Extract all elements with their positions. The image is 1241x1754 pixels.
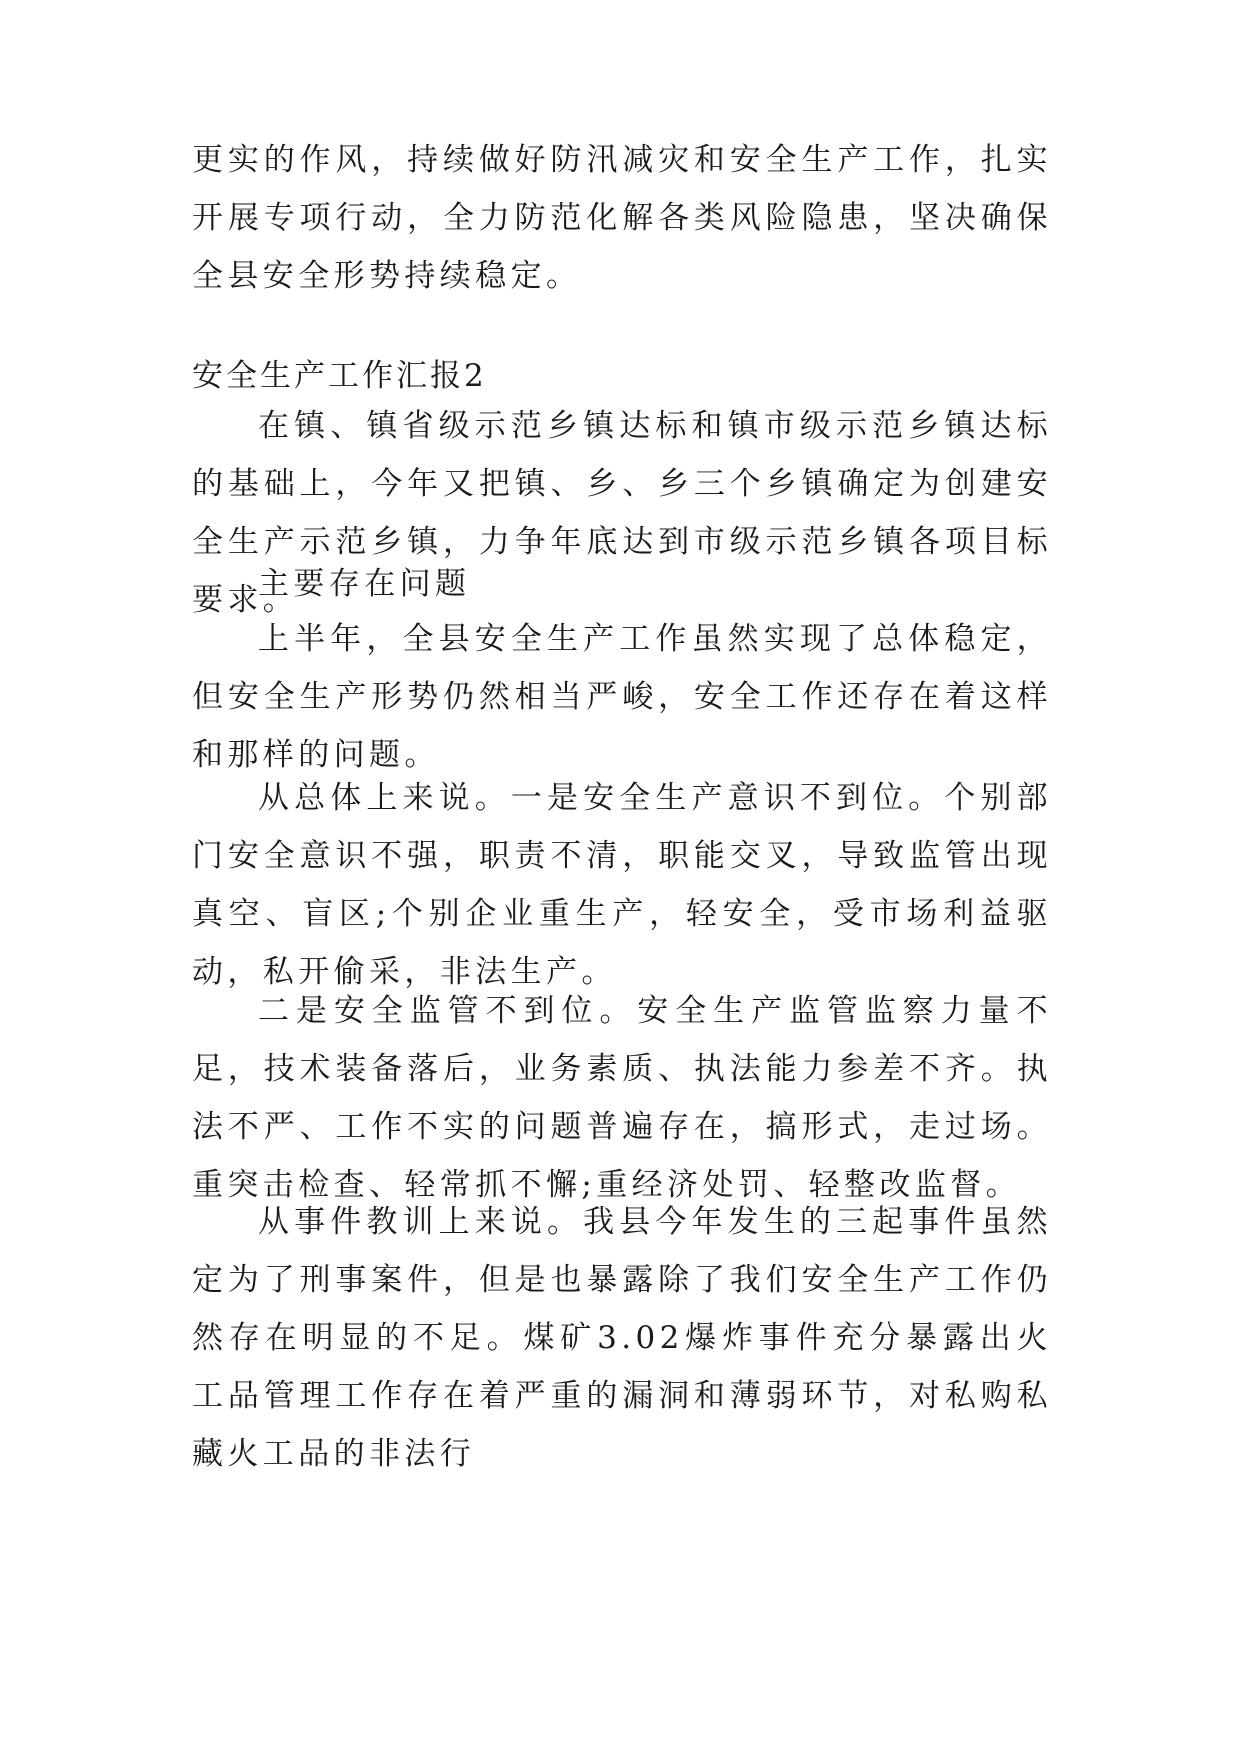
subheading-main-problems: 主要存在问题	[258, 566, 471, 602]
paragraph-supervision: 二是安全监管不到位。安全生产监管监察力量不足，技术装备落后，业务素质、执法能力参差不齐。执法不严、工作不实的问题普遍存在，搞形式，走过场。重突击检查、轻常抓不懈;重经济处罚、轻整改监督。	[192, 993, 1052, 1203]
paragraph-continuation: 更实的作风，持续做好防汛减灾和安全生产工作，扎实开展专项行动，全力防范化解各类风险隐患，坚决确保全县安全形势持续稳定。	[192, 142, 1052, 294]
paragraph-overall: 从总体上来说。一是安全生产意识不到位。个别部门安全意识不强，职责不清，职能交叉，导致监管出现真空、盲区;个别企业重生产，轻安全，受市场利益驱动，私开偷采，非法生产。	[192, 780, 1052, 990]
paragraph-demonstration-towns: 在镇、镇省级示范乡镇达标和镇市级示范乡镇达标的基础上，今年又把镇、乡、乡三个乡镇确定为创建安全生产示范乡镇，力争年底达到市级示范乡镇各项目标要求。	[192, 408, 1052, 618]
paragraph-first-half-year: 上半年，全县安全生产工作虽然实现了总体稳定，但安全生产形势仍然相当严峻，安全工作还存在着这样和那样的问题。	[192, 621, 1052, 773]
section-heading: 安全生产工作汇报2	[192, 358, 487, 394]
paragraph-incident-lessons: 从事件教训上来说。我县今年发生的三起事件虽然定为了刑事案件，但是也暴露除了我们安全生产工作仍然存在明显的不足。煤矿3.02爆炸事件充分暴露出火工品管理工作存在着严重的漏洞和薄弱环节，对私购私藏火工品的非法行	[192, 1204, 1052, 1472]
